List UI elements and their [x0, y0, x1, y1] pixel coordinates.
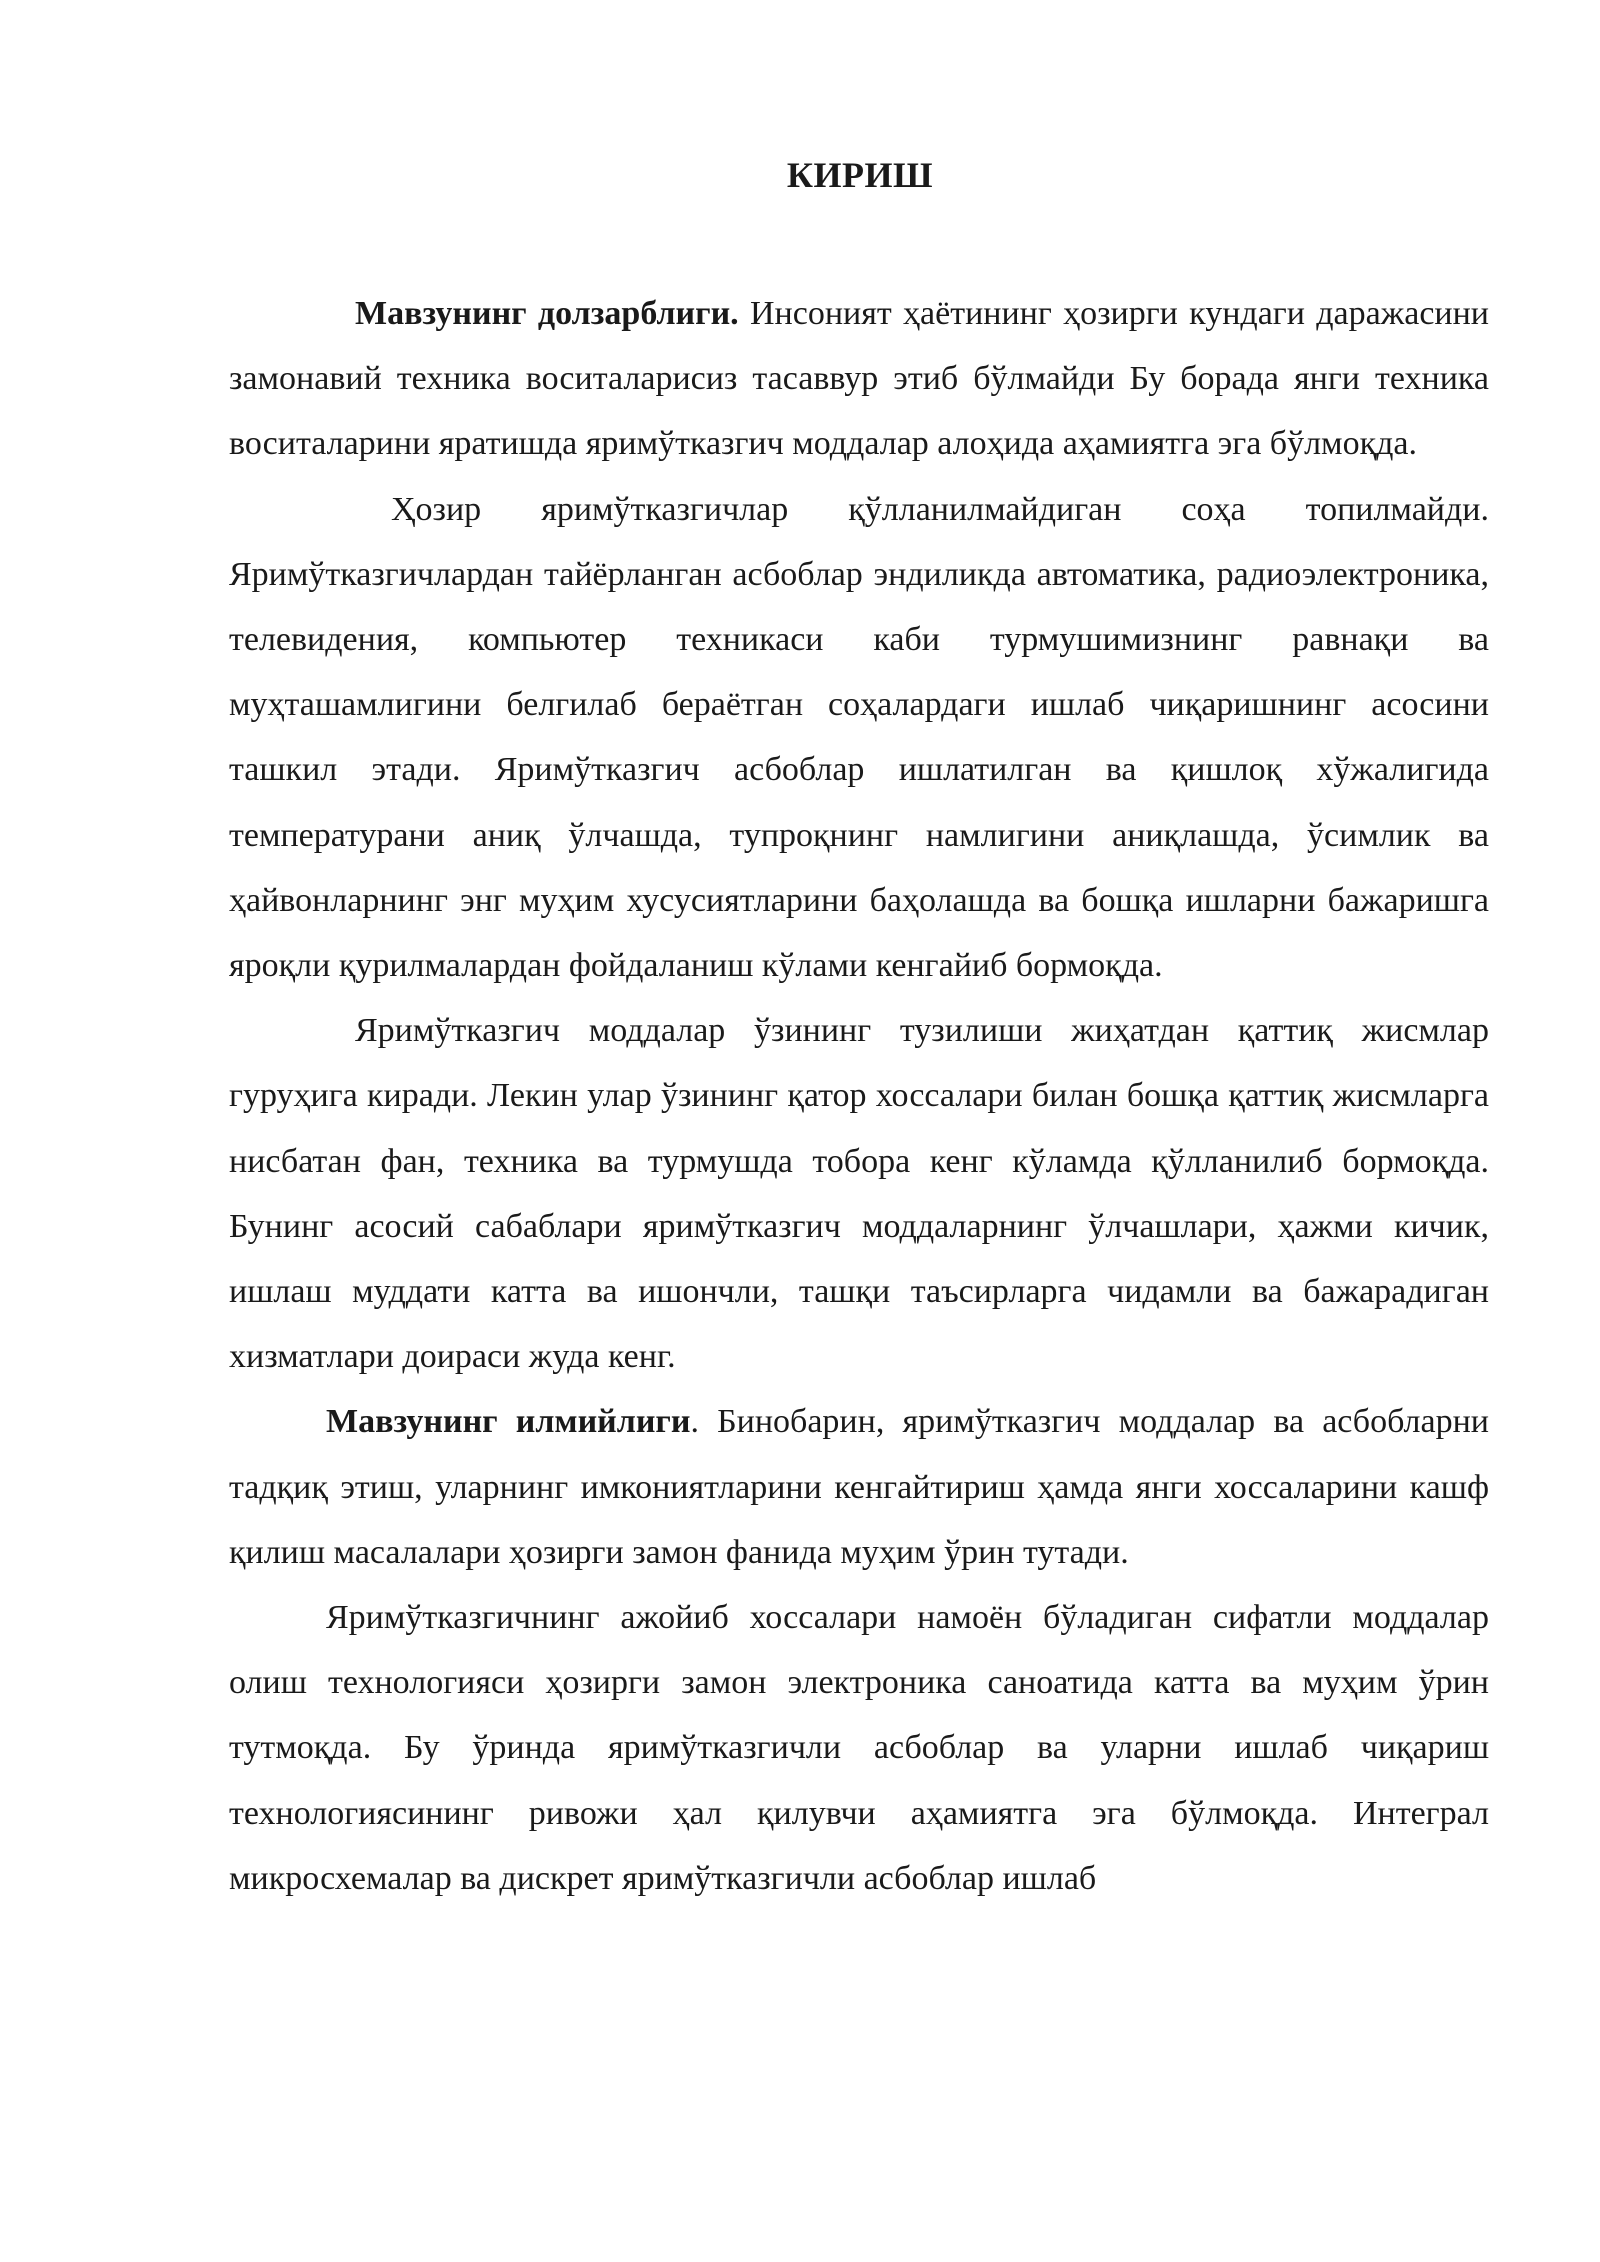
paragraph-text: Яримўтказгичнинг ажойиб хоссалари намоён бўладиган сифатли моддалар олиш технологияси ҳозирги замон электроника саноатида катта ва муҳим ўрин тутмоқда. Бу ўринда яримўтказгичли асбоблар ва уларни ишлаб чиқариш технологиясининг ривожи ҳал қилувчи аҳамиятга эга бўлмоқда. Интеграл микросхемалар ва дискрет яримўтказгичли асбоблар ишлаб: [229, 1599, 1489, 1897]
paragraph-relevance: [229, 281, 1489, 477]
paragraph-applications: [229, 477, 1489, 999]
paragraph-lead-scientific: Мавзунинг илмийлиги: [326, 1403, 691, 1441]
paragraph-text: Яримўтказгич моддалар ўзининг тузилиши жиҳатдан қаттиқ жисмлар гуруҳига киради. Лекин улар ўзининг қатор хоссалари билан бошқа қаттиқ жисмларга нисбатан фан, техника ва турмушда тобора кенг кўламда қўлланилиб бормоқда. Бунинг асосий сабаблари яримўтказгич моддаларнинг ўлчашлари, ҳажми кичик, ишлаш муддати катта ва ишончли, ташқи таъсирларга чидамли ва бажарадиган хизматлари доираси жуда кенг.: [229, 1012, 1489, 1376]
paragraph-text: Инсоният ҳаётининг ҳозирги кундаги даражасини замонавий техника воситаларисиз тасаввур этиб бўлмайди Бу борада янги техника воситаларини яратишда яримўтказгич моддалар алоҳида аҳамиятга эга бўлмоқда.: [229, 295, 1489, 463]
page-title: КИРИШ: [786, 155, 934, 195]
paragraph-scientific: [229, 1389, 1489, 1585]
paragraph-text: Ҳозир яримўтказгичлар қўлланилмайдиган соҳа топилмайди. Яримўтказгичлардан тайёрланган асбоблар эндиликда автоматика, радиоэлектроника, телевидения, компьютер техникаси каби турмушимизнинг равнақи ва муҳташамлигини белгилаб бераётган соҳалардаги ишлаб чиқаришнинг асосини ташкил этади. Яримўтказгич асбоблар ишлатилган ва қишлоқ хўжалигида температурани аниқ ўлчашда, тупроқнинг намлигини аниқлашда, ўсимлик ва ҳайвонларнинг энг муҳим хусусиятларини баҳолашда ва бошқа ишларни бажаришга яроқли қурилмалардан фойдаланиш кўлами кенгайиб бормоқда.: [229, 490, 1489, 985]
paragraph-technology: [229, 1585, 1489, 1911]
paragraph-properties: [229, 998, 1489, 1389]
paragraph-text: . Бинобарин, яримўтказгич моддалар ва асбобларни тадқиқ этиш, уларнинг имкониятларини кенгайтириш ҳамда янги хоссаларини кашф қилиш масалалари ҳозирги замон фанида муҳим ўрин тутади.: [229, 1403, 1489, 1571]
document-body: [229, 281, 1489, 1911]
paragraph-lead-relevance: Мавзунинг долзарблиги.: [355, 295, 739, 332]
